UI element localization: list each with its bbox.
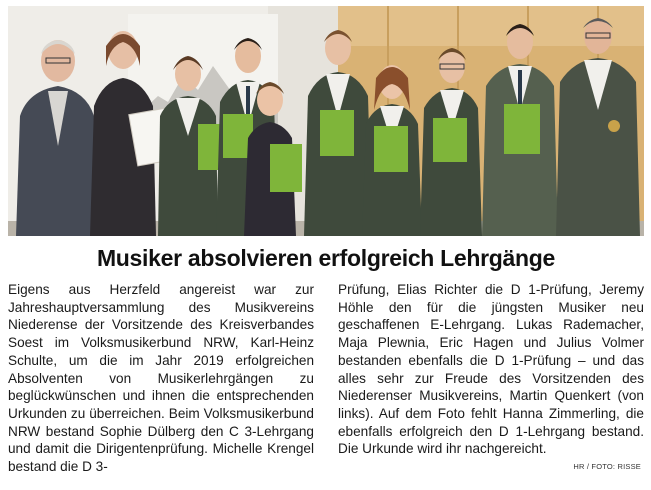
article-body-column-2: Prüfung, Elias Richter die D 1-Prüfung, Jeremy Höhle den für die jüngsten Musiker neu geschaffenen E-Lehrgang. Lukas Rademacher, Maja Plewnia, Eric Hagen und Julius Volmer bestanden ebenfalls die D 1-Prüfung – und das alles sehr zur Freude des Vorsitzenden des Niederenser Musikvereins, Martin Quenkert (von links). Auf dem Foto fehlt Hanna Zimmerling, die ebenfalls erfolgreich den D 1-Lehrgang bestand. Die Urkunde wird ihr nachgereicht. xyxy=(338,282,644,457)
group-photo xyxy=(8,6,644,236)
article-headline: Musiker absolvieren erfolgreich Lehrgänge xyxy=(96,245,556,271)
article-body-column-1: Eigens aus Herzfeld angereist war zur Jahreshauptversammlung des Musikvereins Niederense der Vorsitzende des Kreisverbandes Soest im Volksmusikerbund NRW, Karl-Heinz Schulte, um die im Jahr 2019 erfolgreichen Absolventen von Musikerlehrgängen zu beglückwünschen und ihnen die entsprechenden Urkunden zu überreichen. Beim Volksmusikerbund NRW bestand Sophie Dülberg den C 3-Lehrgang und damit die Dirigentenprüfung. Michelle Krengel bestand die D 3- xyxy=(8,282,314,475)
photo-credit: HR / FOTO: RISSE xyxy=(573,462,641,471)
